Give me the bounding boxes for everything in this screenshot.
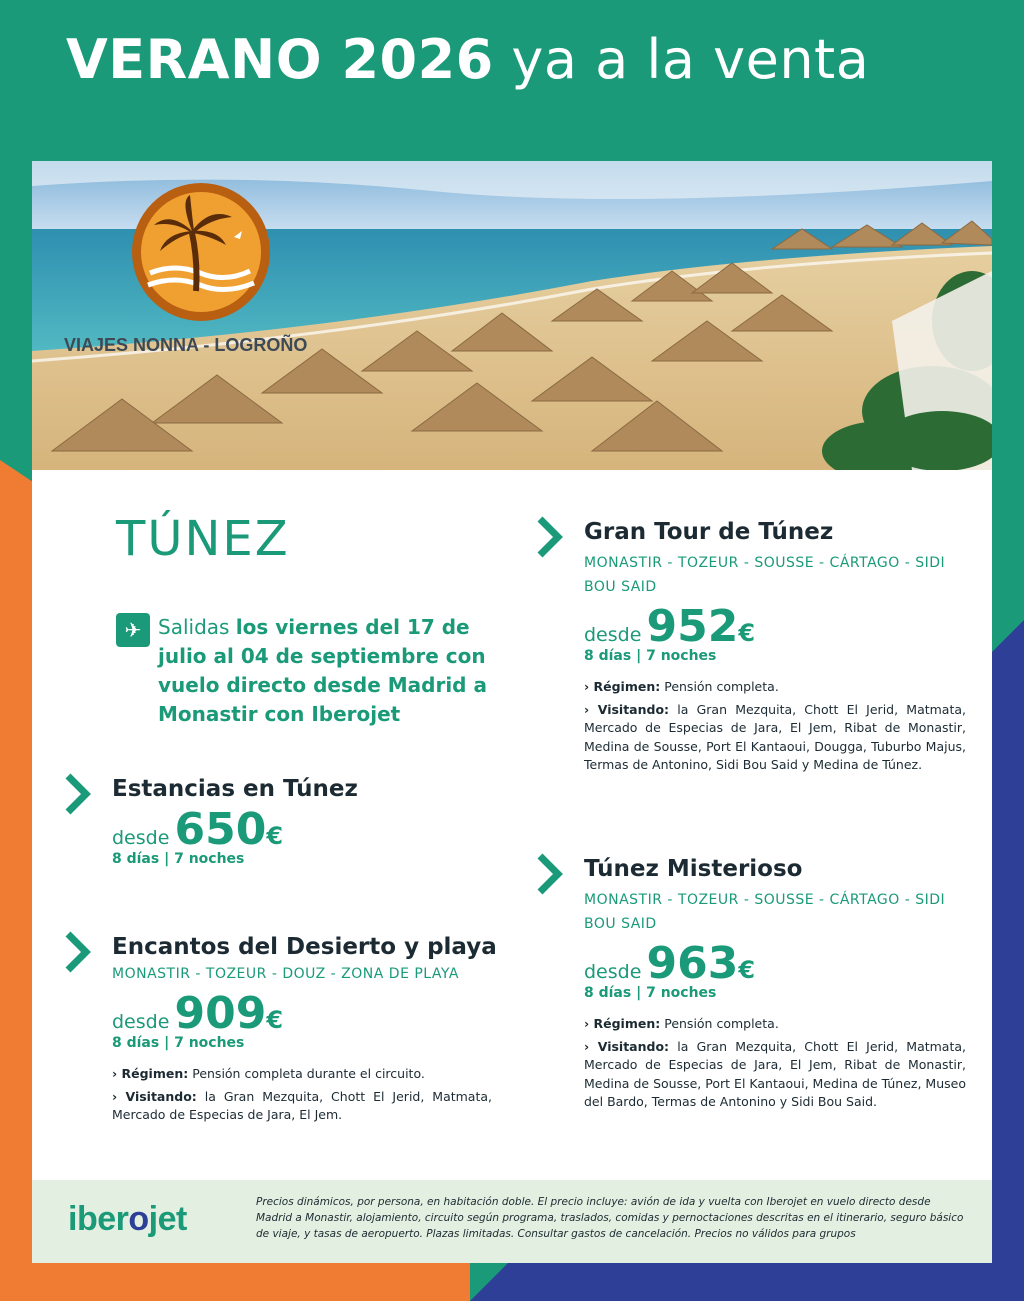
package-estancias xyxy=(112,776,512,867)
visit-value: la Gran Mezquita, Chott El Jerid, Matmata, Mercado de Especias de Jara, El Jem, Ribat de Monastir, Medina de Sousse, Port El Kantaoui, Medina de Túnez, Museo del Bardo, Termas de Antonino y Sidi Bou Said. xyxy=(584,1038,967,1109)
package-price xyxy=(584,601,966,652)
price-prefix: desde xyxy=(584,624,642,646)
visit-line xyxy=(584,1038,966,1112)
package-details xyxy=(112,1065,492,1125)
package-duration: 8 días | 7 noches xyxy=(584,985,717,1001)
package-price xyxy=(584,938,966,989)
decor-blue-bottom xyxy=(470,1261,1024,1301)
price-prefix: desde xyxy=(112,1011,170,1033)
regimen-value: Pensión completa. xyxy=(660,679,779,694)
package-route: MONASTIR - TOZEUR - DOUZ - ZONA DE PLAYA xyxy=(112,966,459,982)
regimen-label: › Régimen: xyxy=(112,1066,189,1081)
package-details xyxy=(584,678,966,775)
price-currency: € xyxy=(266,1006,284,1034)
chevron-right-icon xyxy=(64,930,94,974)
plane-icon: ✈ xyxy=(116,613,150,647)
page-title xyxy=(66,28,869,91)
package-route: MONASTIR - TOZEUR - SOUSSE - CÁRTAGO - SIDI BOU SAID xyxy=(584,892,946,932)
brand-part: jet xyxy=(148,1200,187,1238)
regimen-label: › Régimen: xyxy=(584,1016,661,1031)
package-duration: 8 días | 7 noches xyxy=(112,851,245,867)
decor-orange-bottom xyxy=(0,1261,470,1301)
departure-lead: Salidas xyxy=(158,615,230,639)
title-light: ya a la venta xyxy=(511,28,870,91)
package-details xyxy=(584,1015,966,1112)
chevron-right-icon xyxy=(536,852,566,896)
package-duration: 8 días | 7 noches xyxy=(584,648,717,664)
package-title: Estancias en Túnez xyxy=(112,776,358,802)
visit-line xyxy=(112,1088,492,1125)
departure-text xyxy=(158,613,496,729)
visit-label: › Visitando: xyxy=(584,701,670,717)
brand-part: o xyxy=(128,1200,149,1238)
departure-details: los viernes del 17 de julio al 04 de septiembre con vuelo directo desde Madrid a Monastir con Iberojet xyxy=(158,615,487,726)
destination-title: TÚNEZ xyxy=(116,511,290,567)
footer xyxy=(32,1180,992,1263)
price-value: 909 xyxy=(174,988,267,1039)
chevron-right-icon xyxy=(64,772,94,816)
visit-value: la Gran Mezquita, Chott El Jerid, Matmata, Mercado de Especias de Jara, El Jem. xyxy=(112,1088,493,1122)
regimen-line xyxy=(584,678,966,697)
package-encantos xyxy=(112,934,497,1129)
legal-disclaimer: Precios dinámicos, por persona, en habitación doble. El precio incluye: avión de ida y vuelta con Iberojet en vuelo directo desde Madrid a Monastir, alojamiento, circuito según programa, traslados, comidas y pernoctaciones descritas en el itinerario, seguro básico de viaje, y tasas de aeropuerto. Plazas limitadas. Consultar gastos de cancelación. Precios no válidos para grupos xyxy=(256,1196,964,1240)
agency-logo xyxy=(130,181,272,323)
regimen-label: › Régimen: xyxy=(584,679,661,694)
price-currency: € xyxy=(738,619,756,647)
visit-label: › Visitando: xyxy=(584,1038,670,1054)
title-bold: VERANO 2026 xyxy=(66,28,494,91)
regimen-value: Pensión completa durante el circuito. xyxy=(188,1066,425,1081)
content-card xyxy=(32,161,992,1261)
package-title: Encantos del Desierto y playa xyxy=(112,934,497,960)
price-prefix: desde xyxy=(112,827,170,849)
visit-line xyxy=(584,701,966,775)
regimen-line xyxy=(112,1065,492,1084)
visit-value: la Gran Mezquita, Chott El Jerid, Matmata, Mercado de Especias de Jara, El Jem, Ribat de Monastir, Medina de Sousse, Port El Kantaoui, Dougga, Tuburbo Majus, Termas de Antonino, Sidi Bou Said y Medina de Túnez. xyxy=(584,701,967,772)
package-misterioso xyxy=(584,856,966,1116)
package-price xyxy=(112,988,492,1039)
iberojet-logo xyxy=(68,1200,187,1239)
package-price xyxy=(112,804,512,855)
price-prefix: desde xyxy=(584,961,642,983)
package-duration: 8 días | 7 noches xyxy=(112,1035,245,1051)
price-value: 650 xyxy=(174,804,267,855)
regimen-value: Pensión completa. xyxy=(660,1016,779,1031)
chevron-right-icon xyxy=(536,515,566,559)
package-route: MONASTIR - TOZEUR - SOUSSE - CÁRTAGO - SIDI BOU SAID xyxy=(584,555,946,595)
price-currency: € xyxy=(738,956,756,984)
price-value: 963 xyxy=(646,938,739,989)
package-gran-tour xyxy=(584,519,966,779)
package-title: Gran Tour de Túnez xyxy=(584,519,834,545)
agency-name: VIAJES NONNA - LOGROÑO xyxy=(64,335,308,355)
visit-label: › Visitando: xyxy=(112,1088,197,1104)
brand-part: iber xyxy=(68,1200,129,1238)
package-title: Túnez Misterioso xyxy=(584,856,803,882)
price-currency: € xyxy=(266,822,284,850)
price-value: 952 xyxy=(646,601,739,652)
departure-info xyxy=(116,613,496,729)
regimen-line xyxy=(584,1015,966,1034)
